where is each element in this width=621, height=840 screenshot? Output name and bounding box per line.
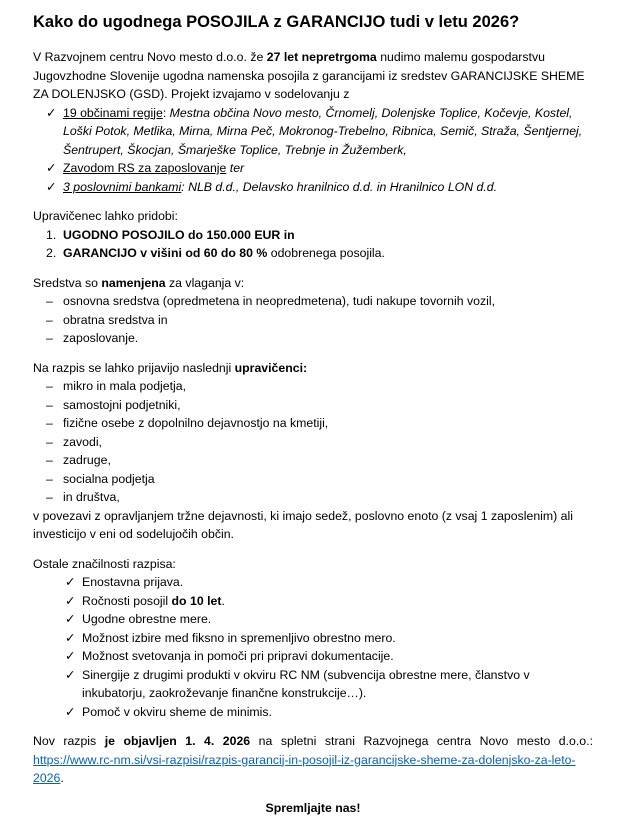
list-item bbox=[33, 451, 593, 470]
list-item-text bbox=[63, 244, 593, 263]
list-item bbox=[33, 226, 593, 245]
dash-bullet: – bbox=[46, 331, 53, 345]
document-title: Kako do ugodnega POSOJILA z GARANCIJO tudi v letu 2026? bbox=[33, 13, 520, 31]
checkmark-icon: ✓ bbox=[46, 179, 57, 194]
benefits-list bbox=[33, 226, 593, 263]
text-run: Sinergije z drugimi produkti v okviru RC NM (subvencija obrestne mere, članstvo v inkubatorju, zaokroževanje finančne konstrukcije…). bbox=[82, 667, 530, 700]
list-item-text bbox=[82, 610, 593, 629]
list-item-text bbox=[82, 592, 593, 611]
list-item bbox=[33, 159, 593, 178]
text-run: Ugodne obrestne mere. bbox=[82, 612, 212, 626]
text-run: namenjena bbox=[101, 275, 166, 290]
list-item bbox=[33, 703, 593, 722]
list-item-text bbox=[63, 178, 593, 197]
checkmark-icon: ✓ bbox=[65, 704, 76, 719]
text-run: fizične osebe z dopolnilno dejavnostjo na kmetiji, bbox=[63, 416, 329, 430]
text-run: . bbox=[60, 771, 64, 785]
text-run: 27 let nepretrgoma bbox=[266, 50, 377, 64]
list-item-text bbox=[63, 104, 593, 160]
list-item-text bbox=[63, 329, 593, 348]
text-run: Pomoč v okviru sheme de minimis. bbox=[82, 704, 272, 719]
list-item bbox=[33, 329, 593, 348]
text-run: Ročnosti posojil bbox=[82, 593, 172, 608]
features-list bbox=[33, 573, 593, 721]
dash-bullet: – bbox=[46, 434, 53, 449]
list-item bbox=[33, 377, 593, 396]
follow-us-text bbox=[33, 799, 593, 818]
purpose-list bbox=[33, 292, 593, 348]
list-item bbox=[33, 573, 593, 592]
text-run: Ostale značilnosti razpisa: bbox=[33, 556, 176, 571]
list-item bbox=[33, 488, 593, 507]
list-item bbox=[33, 666, 593, 703]
text-run: zavodi, bbox=[63, 434, 102, 449]
list-item-text bbox=[63, 433, 593, 452]
text-run: Mestna občina Novo mesto, Črnomelj, Dolenjske Toplice, Kočevje, Kostel, Loški Potok, Metlika, Mirna, Mirna Peč, Mokronog-Trebelno, Ribnica, Semič, Straža, Šentjernej, Šentrupert, Škocjan, Šmarješke Toplice, Trebnje in Žužemberk, bbox=[63, 105, 583, 157]
funds-purpose-heading bbox=[33, 274, 593, 293]
text-run: ter bbox=[226, 161, 245, 175]
text-run: Možnost izbire med fiksno in spremenljivo obrestno mero. bbox=[82, 630, 396, 645]
list-item-text bbox=[63, 159, 593, 178]
list-item bbox=[33, 396, 593, 415]
list-item-text bbox=[63, 488, 593, 507]
list-item bbox=[33, 104, 593, 160]
number-label: 2. bbox=[46, 246, 57, 260]
checkmark-icon: ✓ bbox=[65, 630, 76, 645]
text-run: 3 poslovnimi bankami bbox=[63, 179, 182, 194]
text-run: do 10 let bbox=[171, 593, 222, 608]
list-item bbox=[33, 433, 593, 452]
checkmark-icon: ✓ bbox=[65, 575, 76, 589]
list-item bbox=[33, 244, 593, 263]
number-label: 1. bbox=[46, 227, 57, 242]
list-item-text bbox=[82, 573, 593, 592]
list-item-text bbox=[82, 647, 593, 666]
beneficiary-heading bbox=[33, 207, 593, 226]
hyperlink[interactable]: https://www.rc-nm.si/vsi-razpisi/razpis-garancij-in-posojil-iz-garancijske-sheme-za-dolenjsko-za-leto-2026 bbox=[33, 752, 576, 785]
text-run: 19 občinami regije bbox=[63, 105, 163, 120]
list-item bbox=[33, 629, 593, 648]
text-run: osnovna sredstva (opredmetena in neopredmetena), tudi nakupe tovornih vozil, bbox=[63, 294, 496, 308]
text-run: Upravičenec lahko pridobi: bbox=[33, 209, 178, 223]
list-item bbox=[33, 292, 593, 311]
text-run: . bbox=[221, 593, 225, 608]
text-run: : bbox=[162, 105, 170, 120]
list-item bbox=[33, 647, 593, 666]
checkmark-icon: ✓ bbox=[65, 649, 76, 663]
dash-bullet: – bbox=[46, 471, 53, 486]
list-item-text bbox=[82, 629, 593, 648]
list-item-text bbox=[63, 414, 593, 433]
dash-bullet: – bbox=[46, 490, 53, 504]
text-run: samostojni podjetniki, bbox=[63, 397, 181, 412]
applicants-heading bbox=[33, 359, 593, 378]
applicants-list bbox=[33, 377, 593, 507]
checkmark-icon: ✓ bbox=[46, 161, 57, 175]
dash-bullet: – bbox=[46, 294, 53, 308]
list-item bbox=[33, 178, 593, 197]
text-run: je objavljen 1. 4. 2026 bbox=[104, 734, 251, 748]
text-run: Na razpis se lahko prijavijo naslednji bbox=[33, 360, 235, 375]
list-item-text bbox=[82, 666, 593, 703]
text-run: in društva, bbox=[63, 490, 120, 504]
text-run: Spremljajte nas! bbox=[265, 800, 361, 815]
checkmark-icon: ✓ bbox=[65, 667, 76, 682]
text-run: UGODNO POSOJILO do 150.000 EUR in bbox=[63, 227, 295, 242]
text-run: obratna sredstva in bbox=[63, 312, 168, 327]
text-run: v povezavi z opravljanjem tržne dejavnosti, ki imajo sedež, poslovno enoto (z vsaj 1 zaposlenim) ali investicijo v eni od sodelujočih občin. bbox=[33, 508, 573, 541]
text-run: na spletni strani Razvojnega centra Novo mesto d.o.o.: bbox=[250, 734, 593, 748]
text-run: GARANCIJO v višini od 60 do 80 % bbox=[63, 246, 268, 260]
text-run: upravičenci: bbox=[234, 360, 308, 375]
intro-paragraph bbox=[33, 48, 593, 104]
checkmark-icon: ✓ bbox=[65, 612, 76, 626]
checkmark-icon: ✓ bbox=[46, 105, 57, 120]
text-run: odobrenega posojila. bbox=[267, 246, 385, 260]
text-run: Sredstva so bbox=[33, 275, 102, 290]
text-run: Nov razpis bbox=[33, 734, 105, 748]
list-item bbox=[33, 610, 593, 629]
text-run: Možnost svetovanja in pomoči pri pripravi dokumentacije. bbox=[82, 649, 394, 663]
list-item bbox=[33, 414, 593, 433]
list-item bbox=[33, 470, 593, 489]
text-run: nudimo malemu gospodarstvu Jugovzhodne Slovenije ugodna namenska posojila z garancijami iz sredstev GARANCIJSKE SHEME ZA DOLENJSKO (GSD). Projekt izvajamo v sodelovanju z bbox=[33, 50, 585, 101]
list-item-text bbox=[63, 292, 593, 311]
dash-bullet: – bbox=[46, 397, 53, 412]
dash-bullet: – bbox=[46, 453, 53, 467]
list-item-text bbox=[63, 396, 593, 415]
list-item-text bbox=[63, 311, 593, 330]
document-body bbox=[33, 48, 593, 817]
list-item-text bbox=[82, 703, 593, 722]
text-run: : NLB d.d., Delavsko hranilnico d.d. in Hranilnico LON d.d. bbox=[181, 179, 498, 194]
list-item bbox=[33, 311, 593, 330]
dash-bullet: – bbox=[46, 379, 53, 393]
text-run: Zavodom RS za zaposlovanje bbox=[63, 161, 227, 175]
partners-list bbox=[33, 104, 593, 197]
text-run: socialna podjetja bbox=[63, 471, 155, 486]
list-item bbox=[33, 592, 593, 611]
text-run: zaposlovanje. bbox=[63, 331, 139, 345]
text-run: za vlaganja v: bbox=[165, 275, 245, 290]
dash-bullet: – bbox=[46, 312, 53, 327]
text-run: Enostavna prijava. bbox=[82, 575, 184, 589]
features-heading bbox=[33, 555, 593, 574]
announcement-paragraph bbox=[33, 732, 593, 788]
list-item-text bbox=[63, 470, 593, 489]
list-item-text bbox=[63, 226, 593, 245]
dash-bullet: – bbox=[46, 416, 53, 430]
list-item-text bbox=[63, 377, 593, 396]
text-run: zadruge, bbox=[63, 453, 111, 467]
checkmark-icon: ✓ bbox=[65, 593, 76, 608]
text-run: V Razvojnem centru Novo mesto d.o.o. že bbox=[33, 50, 267, 64]
text-run: mikro in mala podjetja, bbox=[63, 379, 187, 393]
list-item-text bbox=[63, 451, 593, 470]
applicants-note bbox=[33, 507, 593, 544]
